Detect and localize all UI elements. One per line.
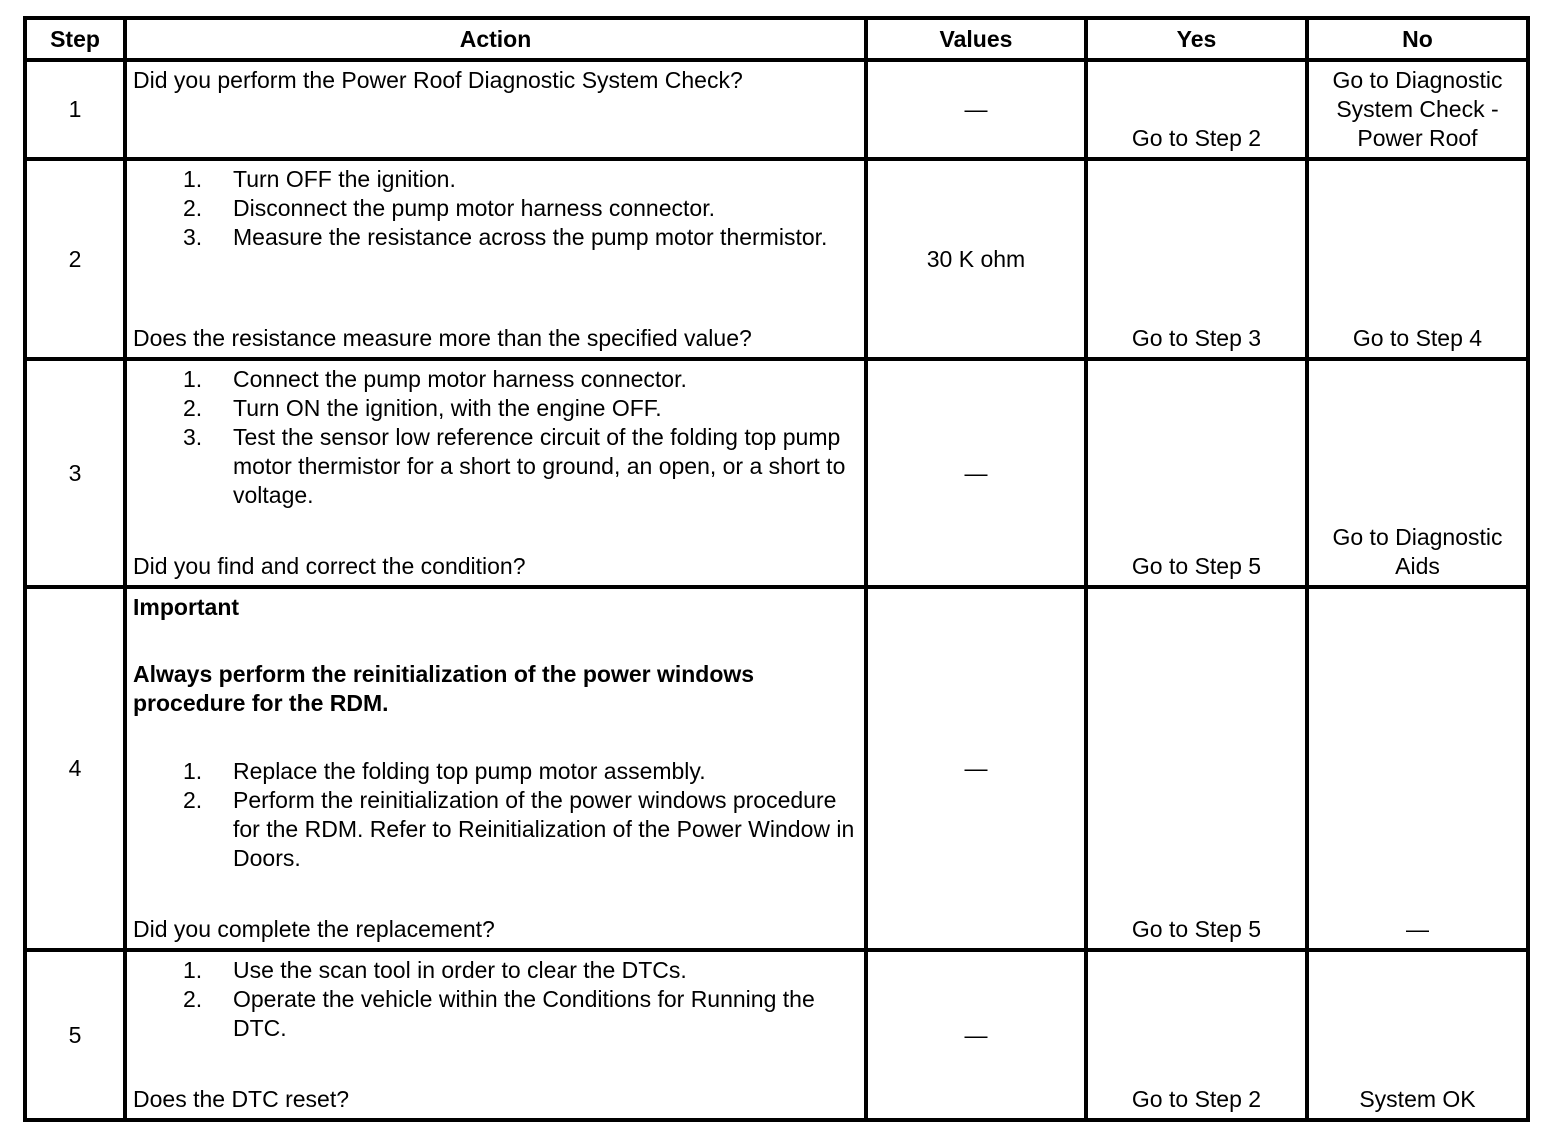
value-cell: —	[866, 60, 1086, 159]
table-row	[25, 587, 1528, 950]
list-item: 2. Disconnect the pump motor harness connector.	[183, 195, 715, 221]
action-question: Does the DTC reset?	[133, 1086, 350, 1112]
action-question: Did you perform the Power Roof Diagnostic System Check?	[133, 67, 743, 93]
header-step: Step	[25, 18, 125, 60]
action-cell	[125, 950, 866, 1120]
step-number: 1	[25, 60, 125, 159]
action-question: Does the resistance measure more than the specified value?	[133, 325, 752, 351]
action-question: Did you complete the replacement?	[133, 916, 495, 942]
no-cell: System OK	[1307, 950, 1528, 1120]
value-cell: —	[866, 950, 1086, 1120]
value-cell: 30 K ohm	[866, 159, 1086, 359]
instruction-list	[133, 956, 858, 1043]
header-values: Values	[866, 18, 1086, 60]
list-item: 3. Test the sensor low reference circuit of the folding top pump motor thermistor for a short to ground, an open, or a short to voltage.	[183, 424, 846, 508]
value-cell: —	[866, 359, 1086, 587]
step-number: 5	[25, 950, 125, 1120]
list-item: 1. Use the scan tool in order to clear the DTCs.	[183, 957, 687, 983]
header-row	[25, 18, 1528, 60]
yes-cell: Go to Step 2	[1086, 950, 1307, 1120]
list-item: 1. Turn OFF the ignition.	[183, 166, 456, 192]
step-number: 3	[25, 359, 125, 587]
no-cell: —	[1307, 587, 1528, 950]
important-note: Always perform the reinitialization of the power windows procedure for the RDM.	[133, 661, 755, 716]
action-question: Did you find and correct the condition?	[133, 553, 526, 579]
yes-cell: Go to Step 5	[1086, 587, 1307, 950]
table-row	[25, 60, 1528, 159]
action-cell	[125, 159, 866, 359]
list-item: 2. Perform the reinitialization of the power windows procedure for the RDM. Refer to Reinitialization of the Power Window in Doors.	[183, 787, 855, 871]
yes-cell: Go to Step 3	[1086, 159, 1307, 359]
table-row	[25, 159, 1528, 359]
value-cell: —	[866, 587, 1086, 950]
instruction-list	[133, 365, 858, 510]
no-cell: Go to Diagnostic System Check - Power Roof	[1307, 60, 1528, 159]
step-number: 4	[25, 587, 125, 950]
list-item: 1. Connect the pump motor harness connector.	[183, 366, 687, 392]
no-cell: Go to Diagnostic Aids	[1307, 359, 1528, 587]
important-label: Important	[133, 594, 240, 620]
diagnostic-table	[23, 16, 1530, 1122]
list-item: 3. Measure the resistance across the pump motor thermistor.	[183, 224, 828, 250]
yes-cell: Go to Step 2	[1086, 60, 1307, 159]
list-item: 2. Turn ON the ignition, with the engine OFF.	[183, 395, 662, 421]
list-item: 2. Operate the vehicle within the Conditions for Running the DTC.	[183, 986, 815, 1041]
action-cell	[125, 587, 866, 950]
header-yes: Yes	[1086, 18, 1307, 60]
table-row	[25, 950, 1528, 1120]
yes-cell: Go to Step 5	[1086, 359, 1307, 587]
step-number: 2	[25, 159, 125, 359]
action-cell	[125, 359, 866, 587]
header-no: No	[1307, 18, 1528, 60]
instruction-list	[133, 757, 858, 873]
header-action: Action	[125, 18, 866, 60]
action-cell	[125, 60, 866, 159]
instruction-list	[133, 165, 858, 252]
table-row	[25, 359, 1528, 587]
no-cell: Go to Step 4	[1307, 159, 1528, 359]
list-item: 1. Replace the folding top pump motor assembly.	[183, 758, 706, 784]
